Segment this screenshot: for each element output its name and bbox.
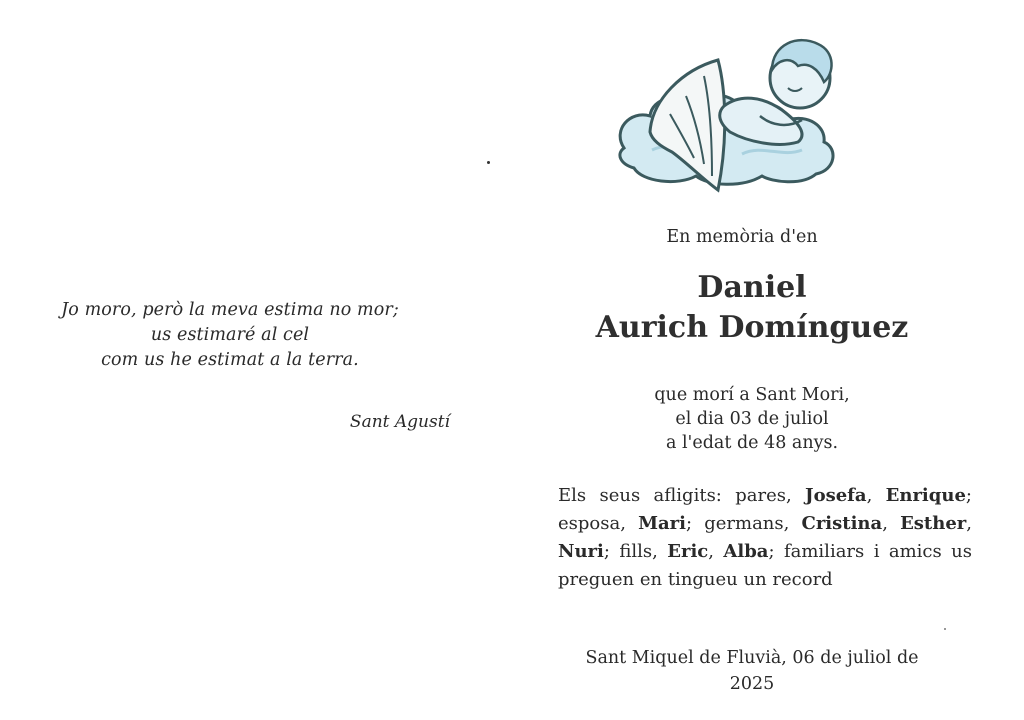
separator: ; germans,	[686, 513, 802, 534]
paper-speck	[487, 161, 490, 164]
place-date-line: Sant Miquel de Fluvià, 06 de juliol de	[585, 648, 919, 668]
sibling-name: Cristina	[801, 513, 883, 534]
separator: ,	[708, 541, 724, 562]
sibling-name: Esther	[900, 513, 967, 534]
quote-line: com us he estimat a la terra.	[101, 350, 359, 370]
separator: ; esposa,	[558, 485, 972, 534]
death-line: que morí a Sant Mori,	[654, 385, 850, 405]
child-name: Alba	[723, 541, 769, 562]
separator: ; fills,	[603, 541, 668, 562]
place-and-date	[552, 645, 952, 697]
paper-speck	[944, 628, 946, 630]
separator: ,	[866, 485, 886, 506]
sibling-name: Nuri	[558, 541, 604, 562]
in-memory-heading: En memòria d'en	[666, 227, 818, 247]
parent-name: Josefa	[805, 485, 867, 506]
place-date-year: 2025	[729, 674, 775, 694]
card-right-page	[512, 0, 1024, 720]
quote-author: Sant Agustí	[349, 412, 450, 432]
death-line: a l'edat de 48 anys.	[665, 433, 839, 453]
deceased-surnames: Aurich Domínguez	[595, 310, 909, 345]
spouse-name: Mari	[638, 513, 687, 534]
memorial-quote	[20, 298, 440, 373]
parent-name: Enrique	[885, 485, 966, 506]
death-details	[562, 383, 942, 455]
mourners-outro: ; familiars i amics us preguen en tingueu un record	[558, 541, 972, 590]
death-line: el dia 03 de juliol	[675, 409, 829, 429]
deceased-name	[512, 268, 992, 348]
separator: ,	[966, 513, 972, 534]
quote-line: Jo moro, però la meva estima no mor;	[61, 300, 399, 320]
mourners-paragraph	[558, 482, 972, 594]
sleeping-angel-on-cloud-icon	[612, 30, 852, 200]
separator: ,	[882, 513, 901, 534]
quote-line: us estimaré al cel	[150, 325, 310, 345]
child-name: Eric	[667, 541, 709, 562]
mourners-intro: Els seus afligits: pares,	[558, 485, 806, 506]
deceased-first-name: Daniel	[697, 270, 807, 305]
